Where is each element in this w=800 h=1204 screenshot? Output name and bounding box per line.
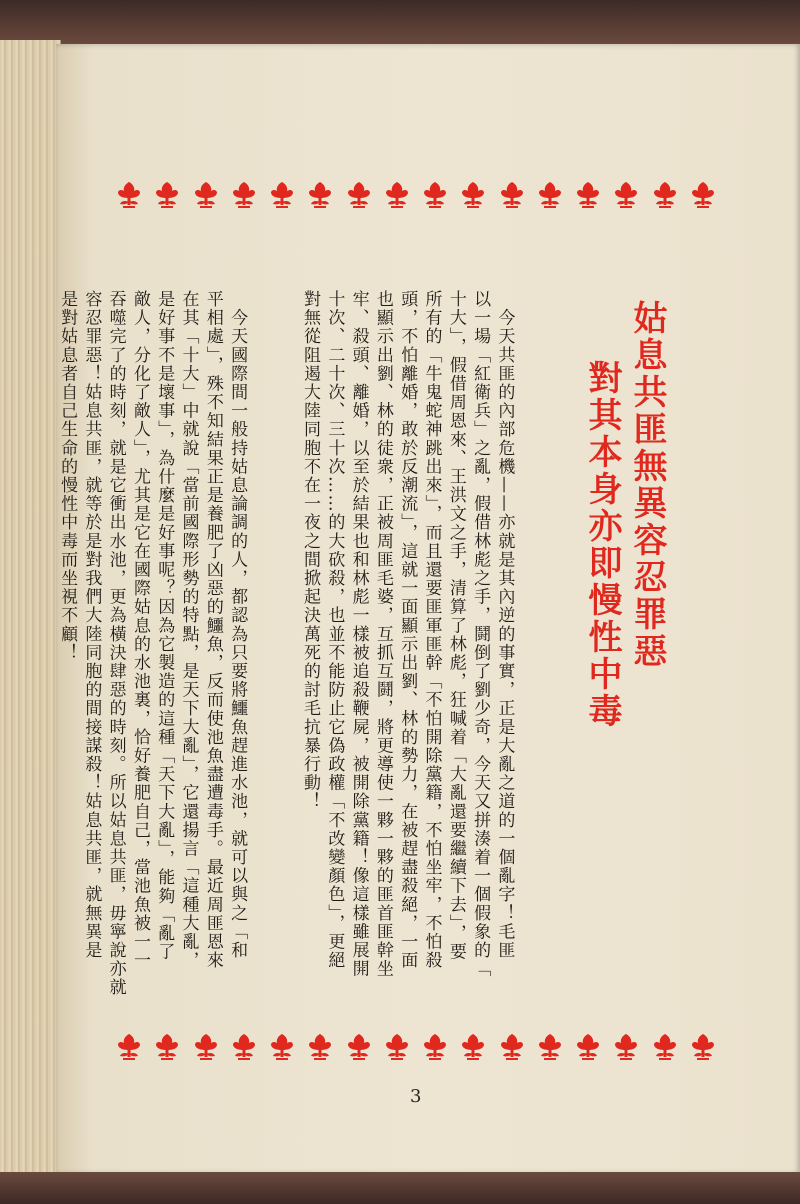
flower-ornament-icon: [575, 1032, 601, 1066]
flower-ornament-icon: [307, 180, 333, 214]
flower-ornament-icon: [460, 180, 486, 214]
flower-ornament-icon: [652, 1032, 678, 1066]
flower-ornament-icon: [422, 180, 448, 214]
flower-ornament-icon: [575, 180, 601, 214]
flower-ornament-icon: [613, 180, 639, 214]
ornament-border-bottom: [116, 1032, 716, 1066]
flower-ornament-icon: [690, 180, 716, 214]
flower-ornament-icon: [154, 180, 180, 214]
flower-ornament-icon: [499, 1032, 525, 1066]
flower-ornament-icon: [116, 1032, 142, 1066]
flower-ornament-icon: [346, 180, 372, 214]
flower-ornament-icon: [307, 1032, 333, 1066]
flower-ornament-icon: [346, 1032, 372, 1066]
ornament-border-top: [116, 180, 716, 214]
book-cover-bottom: [0, 1172, 800, 1204]
paragraph-1: 今天共匪的內部危機——亦就是其內逆的事實，正是大亂之道的一個亂字！毛匪 以一場「紅衛兵」之亂，假借林彪之手，鬪倒了劉少奇，今天又拼湊着一個假象的「 十大」，假借周恩來、王洪文之手，清算了林彪，狂喊着「大亂還要繼續下去」，要 所有的「牛鬼蛇神跳出來」，而且還要匪軍匪幹「不怕開除黨籍，不怕坐牢，不怕殺 頭，不怕離婚，敢於反潮流」，這就一面顯示出劉、林的勢力，在被趕盡殺絕，一面 也顯示出劉、林的徒衆，正被周匪毛婆，互抓互鬪，將更導使一夥一夥的匪首匪幹坐 牢、殺頭、離婚，以至於結果也和林彪一樣被追殺鞭屍，被開除黨籍！像這樣雖展開 十次、二十次、三十次……的大砍殺，也並不能防止它偽政權「不改變顏色」，更絕 對無從阻遏大陸同胞不在一夜之間掀起決萬死的討毛抗暴行動！: [300, 290, 515, 979]
flower-ornament-icon: [384, 180, 410, 214]
flower-ornament-icon: [537, 1032, 563, 1066]
flower-ornament-icon: [231, 1032, 257, 1066]
title-line-2: 對其本身亦即慢性中毒: [582, 360, 622, 730]
flower-ornament-icon: [499, 180, 525, 214]
flower-ornament-icon: [384, 1032, 410, 1066]
paragraph-2: 今天國際間一般持姑息論調的人，都認為只要將鱷魚趕進水池，就可以與之「和 平相處」，殊不知結果正是養肥了凶惡的鱷魚，反而使池魚盡遭毒手。最近周匪恩來 在其「十大」中就說「當前國際形勢的特點，是天下大亂」，它還揚言「這種大亂， 是好事不是壞事」，為什麼是好事呢？因為它製造的這種「天下大亂」，能夠「亂了 敵人，分化了敵人」，尤其是它在國際姑息的水池裏，恰好養肥自己，當池魚被一一 吞噬完了的時刻，就是它衝出水池，更為橫決肆惡的時刻。所以姑息共匪，毋寧說亦就 容忍罪惡！姑息共匪，就等於是對我們大陸同胞的間接謀殺！姑息共匪，就無異是 是對姑息者自己生命的慢性中毒而坐視不顧！: [57, 290, 248, 997]
flower-ornament-icon: [460, 1032, 486, 1066]
flower-ornament-icon: [193, 180, 219, 214]
flower-ornament-icon: [269, 1032, 295, 1066]
body-text: [57, 290, 565, 997]
flower-ornament-icon: [537, 180, 563, 214]
flower-ornament-icon: [193, 1032, 219, 1066]
flower-ornament-icon: [154, 1032, 180, 1066]
page-number: 3: [410, 1086, 422, 1107]
flower-ornament-icon: [422, 1032, 448, 1066]
flower-ornament-icon: [116, 180, 142, 214]
flower-ornament-icon: [613, 1032, 639, 1066]
flower-ornament-icon: [231, 180, 257, 214]
book-cover-top: [0, 0, 800, 46]
title-line-1: 姑息共匪無異容忍罪惡: [627, 300, 667, 670]
flower-ornament-icon: [269, 180, 295, 214]
flower-ornament-icon: [652, 180, 678, 214]
flower-ornament-icon: [690, 1032, 716, 1066]
